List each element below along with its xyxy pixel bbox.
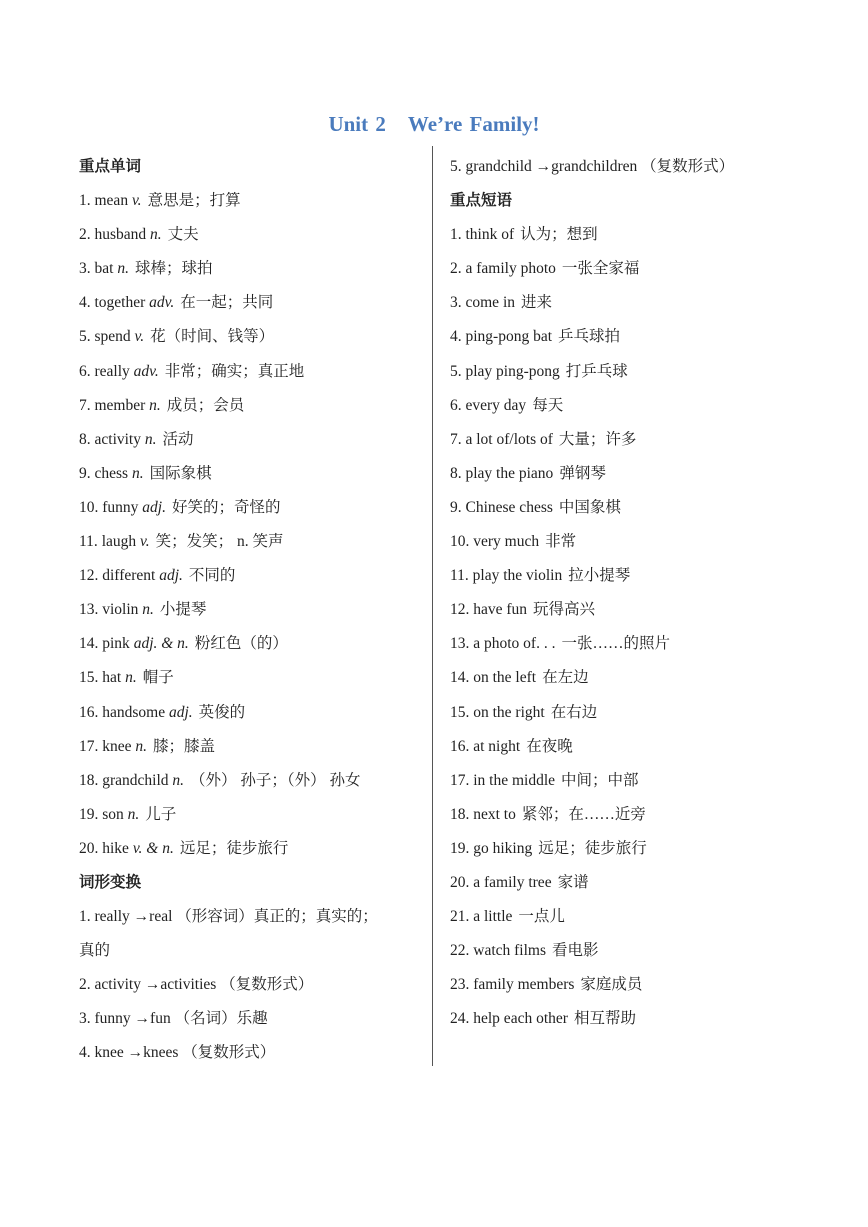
phrase-english: 8. play the piano: [450, 464, 554, 482]
word-part-of-speech: n.: [127, 805, 140, 823]
phrase-english: 3. come in: [450, 294, 515, 312]
word-number: 5.: [79, 328, 91, 346]
right-column: [450, 150, 810, 1036]
word-part-of-speech: n.: [144, 430, 157, 448]
word-chinese: 活动: [162, 430, 194, 448]
heading-key-phrases: 重点短语: [450, 192, 513, 210]
word-english: husband: [94, 226, 147, 244]
word-part-of-speech: v.: [131, 192, 142, 210]
word-number: 4.: [79, 294, 91, 312]
phrase-item: [450, 457, 810, 491]
word-chinese: 好笑的；奇怪的: [171, 498, 281, 516]
word-english: member: [94, 396, 146, 414]
word-part-of-speech: n.: [172, 771, 185, 789]
word-chinese: 球棒；球拍: [134, 260, 213, 278]
phrase-chinese: 每天: [532, 396, 564, 414]
word-number: 2.: [79, 226, 91, 244]
word-chinese: 笑；发笑； n. 笑声: [155, 533, 284, 551]
word-part-of-speech: adv.: [149, 294, 175, 312]
word-number: 16.: [79, 703, 99, 721]
phrase-chinese: 乒乓球拍: [558, 328, 621, 346]
word-item: [79, 593, 424, 627]
word-form-item: 2. activity →activities （复数形式）: [79, 976, 314, 994]
phrase-chinese: 拉小提琴: [568, 567, 631, 585]
phrase-item: [450, 1002, 810, 1036]
word-part-of-speech: n.: [117, 260, 129, 278]
word-english: together: [94, 294, 146, 312]
word-item: [79, 218, 424, 252]
phrase-english: 7. a lot of/lots of: [450, 430, 553, 448]
phrase-chinese: 在夜晚: [526, 737, 573, 755]
phrase-chinese: 进来: [521, 294, 553, 312]
word-form-item: 3. funny →fun （名词）乐趣: [79, 1010, 268, 1028]
word-number: 11.: [79, 533, 98, 551]
phrase-chinese: 一张全家福: [561, 260, 640, 278]
word-english: activity: [94, 430, 141, 448]
page-title: [0, 112, 868, 137]
word-number: 20.: [79, 839, 99, 857]
word-chinese: 儿子: [145, 805, 177, 823]
phrase-chinese: 玩得高兴: [533, 601, 596, 619]
phrase-item: [450, 696, 810, 730]
word-chinese: （外） 孙子；（外） 孙女: [190, 771, 361, 789]
word-item: [79, 184, 424, 218]
word-form-item: 真的: [79, 942, 111, 960]
word-part-of-speech: n.: [135, 737, 148, 755]
phrase-chinese: 中国象棋: [558, 498, 621, 516]
word-part-of-speech: adj.: [142, 498, 166, 516]
word-number: 3.: [79, 260, 91, 278]
word-part-of-speech: v.: [140, 533, 150, 551]
word-chinese: 丈夫: [167, 226, 199, 244]
phrase-chinese: 弹钢琴: [559, 464, 606, 482]
word-chinese: 小提琴: [159, 601, 207, 619]
word-chinese: 粉红色（的）: [194, 635, 288, 653]
phrase-item: [450, 559, 810, 593]
phrase-english: 1. think of: [450, 226, 515, 244]
word-item: [79, 423, 424, 457]
word-part-of-speech: adj. & n.: [133, 635, 189, 653]
word-item: [79, 355, 424, 389]
phrase-item: [450, 389, 810, 423]
phrase-english: 22. watch films: [450, 942, 546, 960]
word-forms-list: [79, 900, 424, 1070]
word-number: 14.: [79, 635, 99, 653]
word-item: [79, 457, 424, 491]
phrase-item: [450, 968, 810, 1002]
word-english: mean: [94, 192, 129, 210]
phrase-english: 4. ping-pong bat: [450, 328, 553, 346]
word-item: [79, 696, 424, 730]
phrase-chinese: 家庭成员: [580, 976, 643, 994]
phrase-english: 2. a family photo: [450, 260, 556, 278]
word-english: hike: [102, 839, 129, 857]
phrase-english: 12. have fun: [450, 601, 528, 619]
phrase-item: [450, 798, 810, 832]
word-number: 17.: [79, 737, 99, 755]
word-item: [79, 832, 424, 866]
word-english: son: [102, 805, 124, 823]
word-item: [79, 559, 424, 593]
word-number: 18.: [79, 771, 99, 789]
word-part-of-speech: n.: [142, 601, 154, 619]
word-part-of-speech: v.: [134, 328, 145, 346]
word-number: 15.: [79, 669, 99, 687]
heading-key-words: 重点单词: [79, 158, 142, 175]
phrase-item: [450, 286, 810, 320]
phrase-english: 15. on the right: [450, 703, 545, 721]
word-english: funny: [102, 498, 139, 516]
word-part-of-speech: v. & n.: [132, 839, 174, 857]
phrase-chinese: 一点儿: [518, 908, 565, 926]
phrase-item: [450, 320, 810, 354]
phrase-english: 11. play the violin: [450, 567, 563, 585]
word-item: [79, 320, 424, 354]
word-part-of-speech: n.: [131, 464, 144, 482]
word-item: [79, 730, 424, 764]
word-part-of-speech: adj.: [168, 703, 193, 721]
word-chinese: 不同的: [188, 567, 236, 585]
phrase-chinese: 相互帮助: [573, 1010, 636, 1028]
phrase-english: 20. a family tree: [450, 873, 552, 891]
phrase-item: [450, 593, 810, 627]
word-chinese: 膝；膝盖: [153, 737, 216, 755]
phrase-chinese: 大量；许多: [558, 430, 637, 448]
word-english: grandchild: [102, 771, 169, 789]
phrase-item: [450, 355, 810, 389]
phrase-english: 14. on the left: [450, 669, 537, 687]
word-item: [79, 798, 424, 832]
word-item: [79, 252, 424, 286]
word-part-of-speech: n.: [125, 669, 137, 687]
word-chinese: 在一起；共同: [180, 294, 274, 312]
phrase-chinese: 远足；徒步旅行: [538, 839, 647, 857]
word-item: [79, 764, 424, 798]
phrase-english: 6. every day: [450, 396, 527, 414]
word-english: knee: [102, 737, 132, 755]
phrase-chinese: 紧邻；在……近旁: [521, 805, 646, 823]
word-chinese: 英俊的: [198, 703, 246, 721]
phrase-chinese: 家谱: [557, 873, 589, 891]
phrase-english: 10. very much: [450, 533, 540, 551]
left-column: [79, 150, 424, 1071]
word-number: 6.: [79, 362, 91, 380]
word-chinese: 非常；确实；真正地: [164, 362, 305, 380]
word-item: [79, 389, 424, 423]
word-form-item: 1. really →real （形容词）真正的；真实的；: [79, 908, 378, 926]
word-part-of-speech: n.: [150, 226, 162, 244]
phrase-english: 23. family members: [450, 976, 575, 994]
word-number: 9.: [79, 464, 91, 482]
word-english: really: [94, 362, 130, 380]
word-english: bat: [94, 260, 114, 278]
word-part-of-speech: n.: [149, 396, 161, 414]
phrase-chinese: 认为；想到: [520, 226, 598, 244]
phrase-english: 16. at night: [450, 737, 521, 755]
phrase-english: 21. a little: [450, 908, 513, 926]
phrase-english: 9. Chinese chess: [450, 498, 553, 516]
unit-number: Unit 2: [328, 112, 386, 136]
word-item: [79, 286, 424, 320]
phrase-item: [450, 218, 810, 252]
phrase-item: [450, 832, 810, 866]
phrase-item: [450, 252, 810, 286]
word-english: violin: [102, 601, 139, 619]
phrase-chinese: 在右边: [550, 703, 598, 721]
word-form-item: 5. grandchild →grandchildren （复数形式）: [450, 158, 735, 175]
word-item: [79, 525, 424, 559]
phrase-chinese: 打乒乓球: [565, 362, 628, 380]
phrase-english: 13. a photo of. . .: [450, 635, 556, 653]
word-form-item: 4. knee →knees （复数形式）: [79, 1044, 276, 1062]
word-english: different: [102, 567, 156, 585]
phrase-item: [450, 661, 810, 695]
word-number: 19.: [79, 805, 99, 823]
phrase-item: [450, 627, 810, 661]
heading-word-forms: 词形变换: [79, 873, 142, 891]
word-number: 13.: [79, 601, 99, 619]
word-chinese: 帽子: [142, 669, 174, 687]
phrase-english: 17. in the middle: [450, 771, 556, 789]
word-english: spend: [94, 328, 131, 346]
phrase-item: [450, 491, 810, 525]
word-english: pink: [102, 635, 130, 653]
word-english: handsome: [102, 703, 166, 721]
column-divider: [432, 146, 433, 1066]
word-chinese: 意思是；打算: [147, 192, 241, 210]
phrase-english: 5. play ping-pong: [450, 362, 560, 380]
phrase-chinese: 一张……的照片: [561, 635, 670, 653]
word-chinese: 成员；会员: [166, 396, 245, 414]
word-chinese: 国际象棋: [149, 464, 212, 482]
phrase-item: [450, 934, 810, 968]
phrase-english: 19. go hiking: [450, 839, 533, 857]
phrase-chinese: 非常: [545, 533, 577, 551]
word-number: 7.: [79, 396, 91, 414]
phrase-english: 18. next to: [450, 805, 516, 823]
phrase-item: [450, 900, 810, 934]
word-number: 8.: [79, 430, 91, 448]
word-chinese: 远足；徒步旅行: [179, 839, 289, 857]
phrase-chinese: 看电影: [552, 942, 599, 960]
phrase-item: [450, 730, 810, 764]
word-number: 10.: [79, 498, 99, 516]
key-phrases-list: [450, 218, 810, 1036]
word-number: 1.: [79, 192, 91, 210]
word-part-of-speech: adj.: [159, 567, 183, 585]
word-item: [79, 491, 424, 525]
phrase-chinese: 中间；中部: [561, 771, 639, 789]
phrase-item: [450, 866, 810, 900]
word-item: [79, 627, 424, 661]
phrase-english: 24. help each other: [450, 1010, 568, 1028]
phrase-item: [450, 525, 810, 559]
unit-name: We’re Family!: [407, 112, 540, 136]
key-words-list: [79, 184, 424, 866]
word-chinese: 花（时间、钱等）: [150, 328, 275, 346]
word-english: hat: [102, 669, 122, 687]
word-number: 12.: [79, 567, 99, 585]
phrase-item: [450, 764, 810, 798]
phrase-item: [450, 423, 810, 457]
word-english: chess: [94, 464, 129, 482]
word-english: laugh: [101, 533, 137, 551]
word-item: [79, 661, 424, 695]
word-part-of-speech: adv.: [133, 362, 159, 380]
phrase-chinese: 在左边: [542, 669, 589, 687]
